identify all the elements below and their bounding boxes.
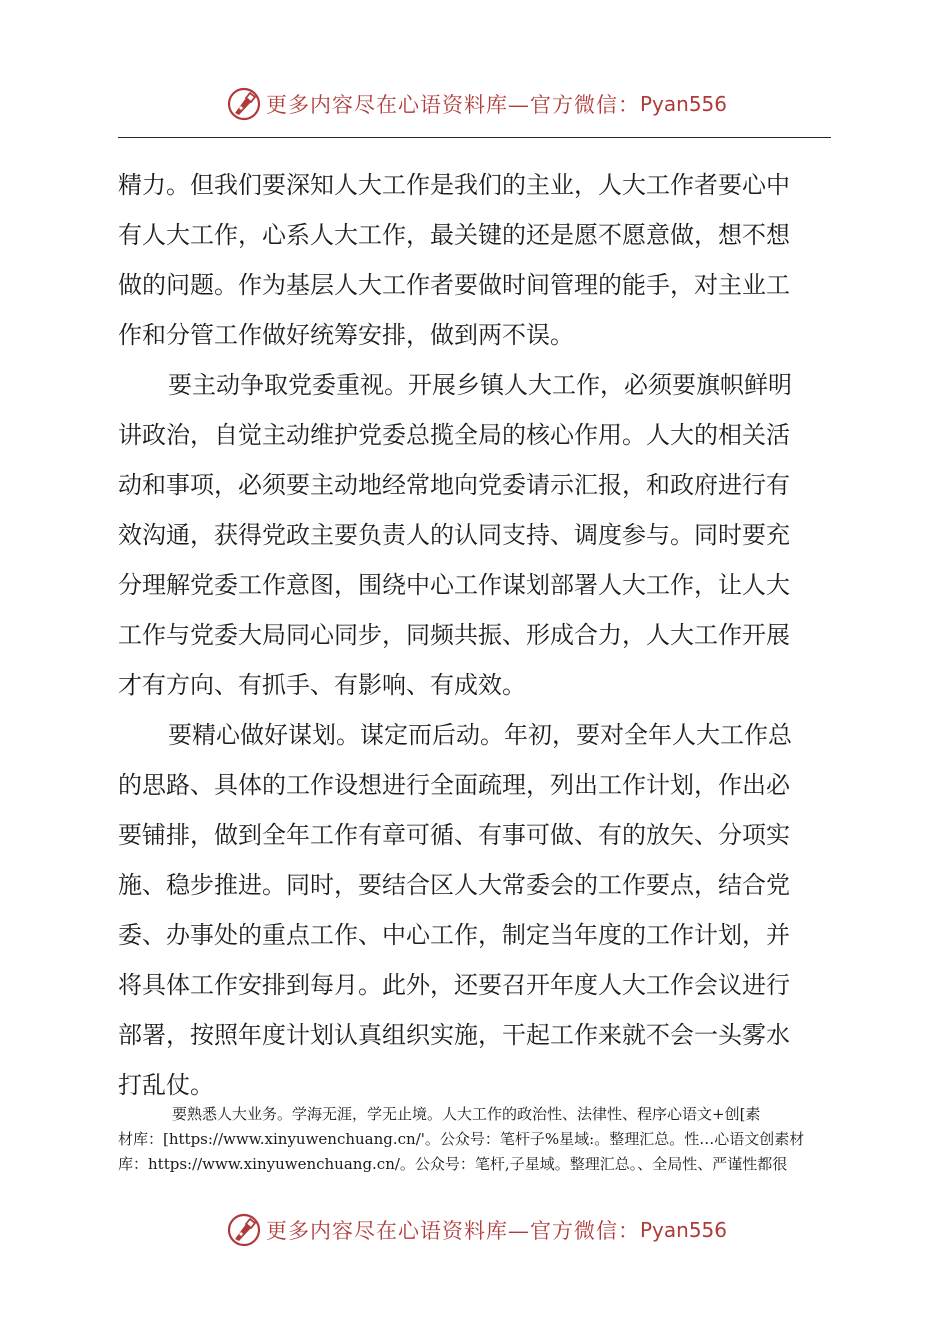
text-line: 做的问题。作为基层人大工作者要做时间管理的能手，对主业工 [118, 271, 790, 299]
text-line: 工作与党委大局同心同步，同频共振、形成合力，人大工作开展 [118, 621, 790, 649]
paragraph [118, 160, 832, 360]
text-line: 动和事项，必须要主动地经常地向党委请示汇报，和政府进行有 [118, 471, 790, 499]
pen-nib-logo-icon [226, 86, 262, 122]
text-line: 将具体工作安排到每月。此外，还要召开年度人大工作会议进行 [118, 971, 790, 999]
text-line: 有人大工作，心系人大工作，最关键的还是愿不愿意做，想不想 [118, 221, 790, 249]
banner-wechat-id: Pyan556 [640, 92, 728, 116]
header-banner [226, 82, 727, 126]
text-line: 作和分管工作做好统筹安排，做到两不误。 [118, 321, 574, 349]
text-line: 委、办事处的重点工作、中心工作，制定当年度的工作计划，并 [118, 921, 790, 949]
text-line: 部署，按照年度计划认真组织实施，干起工作来就不会一头雾水 [118, 1021, 790, 1049]
header-rule [118, 137, 831, 138]
banner-wechat-id: Pyan556 [640, 1218, 728, 1242]
document-body [118, 160, 832, 1110]
footer-banner [226, 1208, 727, 1252]
text-line: 精力。但我们要深知人大工作是我们的主业，人大工作者要心中 [118, 171, 790, 199]
small-text-line: 库：https://www.xinyuwenchuang.cn/。公众号：笔杆,子星域。整理汇总。、全局性、严谨性都很 [118, 1155, 788, 1173]
text-line: 才有方向、有抓手、有影响、有成效。 [118, 671, 526, 699]
text-line: 施、稳步推进。同时，要结合区人大常委会的工作要点，结合党 [118, 871, 790, 899]
text-line: 要精心做好谋划。谋定而后动。年初，要对全年人大工作总 [168, 721, 792, 749]
small-paragraph [118, 1102, 832, 1177]
banner-text: 更多内容尽在心语资料库—官方微信： [266, 1219, 640, 1243]
text-line: 讲政治，自觉主动维护党委总揽全局的核心作用。人大的相关活 [118, 421, 790, 449]
text-line: 效沟通，获得党政主要负责人的认同支持、调度参与。同时要充 [118, 521, 790, 549]
text-line: 分理解党委工作意图，围绕中心工作谋划部署人大工作，让人大 [118, 571, 790, 599]
paragraph [118, 710, 832, 1110]
text-line: 要铺排，做到全年工作有章可循、有事可做、有的放矢、分项实 [118, 821, 790, 849]
small-text-line: 材库：[https://www.xinyuwenchuang.cn/'。公众号：笔杆子%星域:。整理汇总。性…心语文创素材 [118, 1130, 805, 1148]
banner-text: 更多内容尽在心语资料库—官方微信： [266, 93, 640, 117]
pen-nib-logo-icon [226, 1212, 262, 1248]
text-line: 打乱仗。 [118, 1071, 214, 1099]
small-text-line: 要熟悉人大业务。学海无涯，学无止境。人大工作的政治性、法律性、程序心语文+创[素 [172, 1105, 761, 1123]
text-line: 要主动争取党委重视。开展乡镇人大工作，必须要旗帜鲜明 [168, 371, 792, 399]
text-line: 的思路、具体的工作设想进行全面疏理，列出工作计划，作出必 [118, 771, 790, 799]
paragraph [118, 360, 832, 710]
